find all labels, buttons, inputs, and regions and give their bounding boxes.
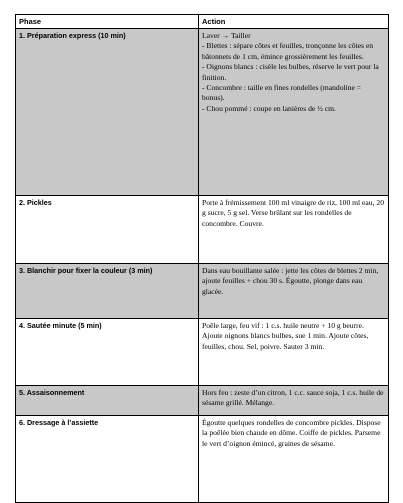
table-row [16, 386, 389, 416]
phase-cell: 1. Préparation express (10 min) [16, 29, 199, 196]
action-line: Dans eau bouillante salée : jette les côtes de blettes 2 min, ajoute feuilles + chou 30 s. Égoutte, plonge dans eau glacée. [202, 266, 379, 296]
action-line: Laver → Tailler [202, 31, 251, 40]
action-header: Action [199, 15, 389, 29]
phase-header: Phase [16, 15, 199, 29]
action-cell [199, 319, 389, 386]
table-row [16, 264, 389, 319]
phase-cell: 5. Assaisonnement [16, 386, 199, 416]
table-row [16, 29, 389, 196]
action-cell [199, 29, 389, 196]
action-line: - Chou pommé : coupe en lanières de ½ cm. [202, 103, 336, 113]
action-line: - Blettes : sépare côtes et feuilles, tronçonne les côtes en bâtonnets de 1 cm, émince grossièrement les feuilles. [202, 41, 374, 61]
table-row [16, 416, 389, 503]
action-line: Porte à frémissement 100 ml vinaigre de riz, 100 ml eau, 20 g sucre, 5 g sel. Verse brûlant sur les rondelles de concombre. Couvre. [202, 198, 384, 228]
action-line: Égoutte quelques rondelles de concombre pickles. Dispose la poêlée bien chaude en dôme. Coiffe de pickles. Parseme le vert d’oignon émincé, graines de sésame. [202, 418, 381, 448]
table-row [16, 196, 389, 264]
action-line: - Oignons blancs : cisèle les bulbes, réserve le vert pour la finition. [202, 62, 379, 82]
action-line: - Concombre : taille en fines rondelles (mandoline = bonus). [202, 83, 362, 103]
action-cell [199, 264, 389, 319]
action-cell [199, 416, 389, 503]
table-row [16, 319, 389, 386]
action-cell [199, 196, 389, 264]
phase-cell: 2. Pickles [16, 196, 199, 264]
phase-cell: 6. Dressage à l’assiette [16, 416, 199, 503]
action-cell [199, 386, 389, 416]
action-line: Poêle large, feu vif : 1 c.s. huile neutre + 10 g beurre. Ajoute oignons blancs bulbes, sue 1 min. Ajoute côtes, feuilles, chou. Sel, poivre. Sauter 3 min. [202, 321, 369, 351]
action-line: Hors feu : zeste d’un citron, 1 c.c. sauce soja, 1 c.s. huile de sésame grillé. Mélange. [202, 388, 384, 408]
recipe-table [15, 14, 389, 503]
phase-cell: 3. Blanchir pour fixer la couleur (3 min) [16, 264, 199, 319]
table-header-row [16, 15, 389, 29]
phase-cell: 4. Sautée minute (5 min) [16, 319, 199, 386]
